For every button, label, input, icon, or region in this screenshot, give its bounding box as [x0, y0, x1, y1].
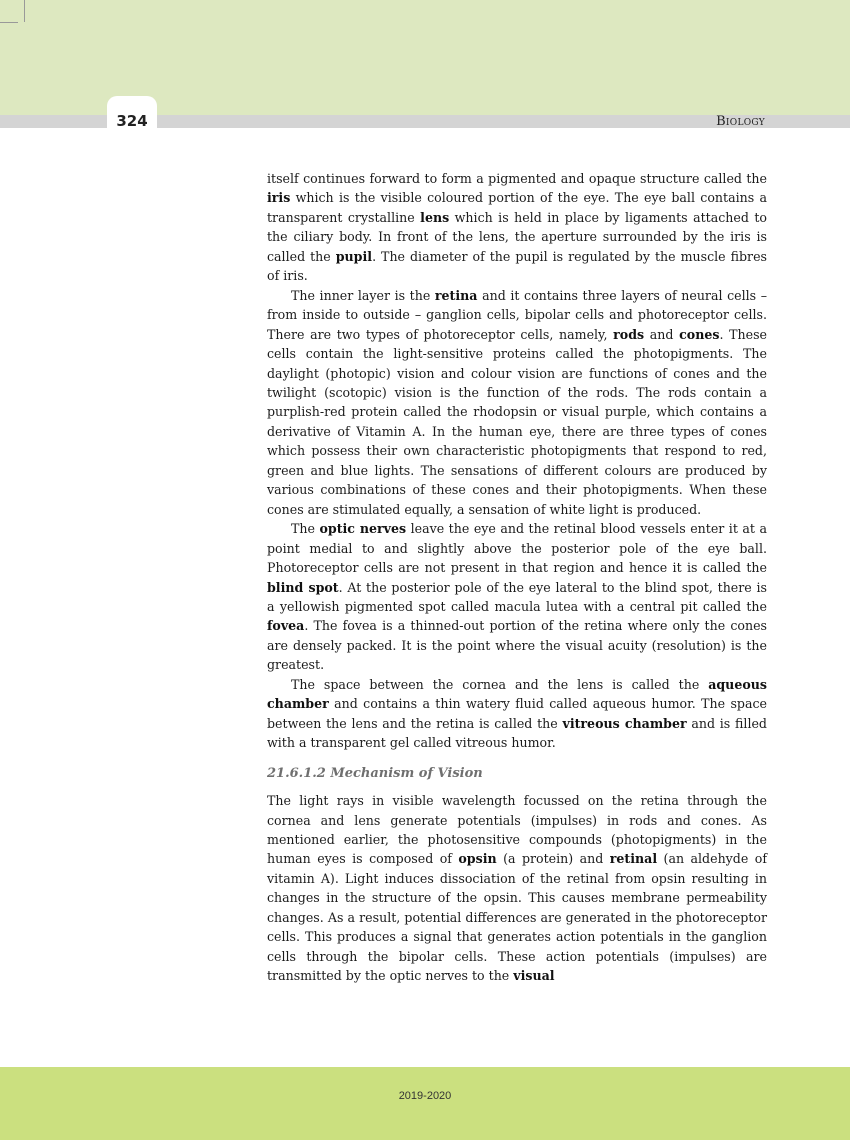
- text-run: and is filled with a transparent gel called vitreous humor.: [267, 715, 767, 751]
- bold-term: lens: [420, 209, 450, 225]
- bold-term: visual: [513, 968, 555, 984]
- paragraph-chambers: [267, 675, 767, 753]
- text-run: . These cells contain the light-sensitive proteins called the photopigments. The daylight (photopic) vision and colour vision are functions of cones and the twilight (scotopic) vision is the function of the rods. The rods contain a purplish-red protein called the rhodopsin or visual purple, which contains a derivative of Vitamin A. In the human eye, there are three types of cones which possess their own characteristic photopigments that respond to red, green and blue lights. The sensations of different colours are produced by various combinations of these cones and their photopigments. When these cones are stimulated equally, a sensation of white light is produced.: [267, 326, 767, 517]
- paragraph-retina: [267, 286, 767, 519]
- bold-term: cones: [679, 326, 720, 342]
- text-run: . The fovea is a thinned-out portion of the retina where only the cones are densely packed. It is the point where the visual acuity (resolution) is the greatest.: [267, 618, 767, 673]
- text-run: The: [291, 521, 320, 537]
- paragraph-optic-nerves: [267, 519, 767, 675]
- text-run: which is held in place by ligaments attached to the ciliary body. In front of the lens, the aperture surrounded by the iris is called the: [267, 209, 767, 264]
- text-run: and it contains three layers of neural cells – from inside to outside – ganglion cells, bipolar cells and photoreceptor cells. There are two types of photoreceptor cells, namely,: [267, 287, 767, 342]
- bold-term: retina: [434, 287, 478, 303]
- paragraph-mechanism: [267, 791, 767, 986]
- page-number: 324: [116, 112, 148, 130]
- bold-term: fovea: [267, 618, 305, 634]
- body-text: [267, 169, 767, 986]
- text-run: . The diameter of the pupil is regulated by the muscle fibres of iris.: [267, 248, 767, 284]
- bold-term: optic nerves: [319, 521, 407, 537]
- crop-mark-top-left-v: [24, 0, 25, 22]
- running-head: Biology: [716, 114, 765, 129]
- bold-term: opsin: [458, 851, 497, 867]
- text-run: itself continues forward to form a pigmented and opaque structure called the: [267, 171, 767, 186]
- text-run: . At the posterior pole of the eye lateral to the blind spot, there is a yellowish pigmented spot called macula lutea with a central pit called the: [267, 579, 767, 614]
- bold-term: retinal: [609, 851, 658, 867]
- bold-term: rods: [613, 326, 645, 342]
- footer-year: 2019-2020: [398, 1090, 452, 1102]
- paragraph-iris-lens-pupil: [267, 169, 767, 286]
- text-run: (an aldehyde of vitamin A). Light induces dissociation of the retinal from opsin resulting in changes in the structure of the opsin. This causes membrane permeability changes. As a result, potential differences are generated in the photoreceptor cells. This produces a signal that generates action potentials in the ganglion cells through the bipolar cells. These action potentials (impulses) are transmitted by the optic nerves to the: [267, 851, 767, 984]
- bold-term: aqueous chamber: [267, 676, 767, 712]
- crop-mark-top-left-h: [0, 22, 18, 23]
- text-run: The space between the cornea and the lens is called the: [291, 676, 709, 692]
- text-run: and contains a thin watery fluid called aqueous humor. The space between the lens and the retina is called the: [267, 696, 767, 731]
- bold-term: iris: [267, 190, 291, 206]
- bold-term: vitreous chamber: [562, 715, 687, 731]
- text-run: The light rays in visible wavelength focussed on the retina through the cornea and lens generate potentials (impulses) in rods and cones. As mentioned earlier, the photosensitive compounds (photopigments) in the human eyes is composed of: [267, 793, 767, 867]
- text-run: leave the eye and the retinal blood vessels enter it at a point medial to and slightly above the posterior pole of the eye ball. Photoreceptor cells are not present in that region and hence it is called the: [267, 521, 767, 576]
- bold-term: blind spot: [267, 579, 339, 595]
- text-run: (a protein) and: [496, 851, 610, 867]
- text-run: which is the visible coloured portion of the eye. The eye ball contains a transparent crystalline: [267, 190, 767, 225]
- bold-term: pupil: [335, 248, 373, 264]
- text-run: and: [644, 326, 680, 342]
- bottom-margin-band: [0, 1067, 850, 1140]
- text-run: The inner layer is the: [291, 287, 435, 303]
- section-heading: 21.6.1.2 Mechanism of Vision: [267, 765, 483, 781]
